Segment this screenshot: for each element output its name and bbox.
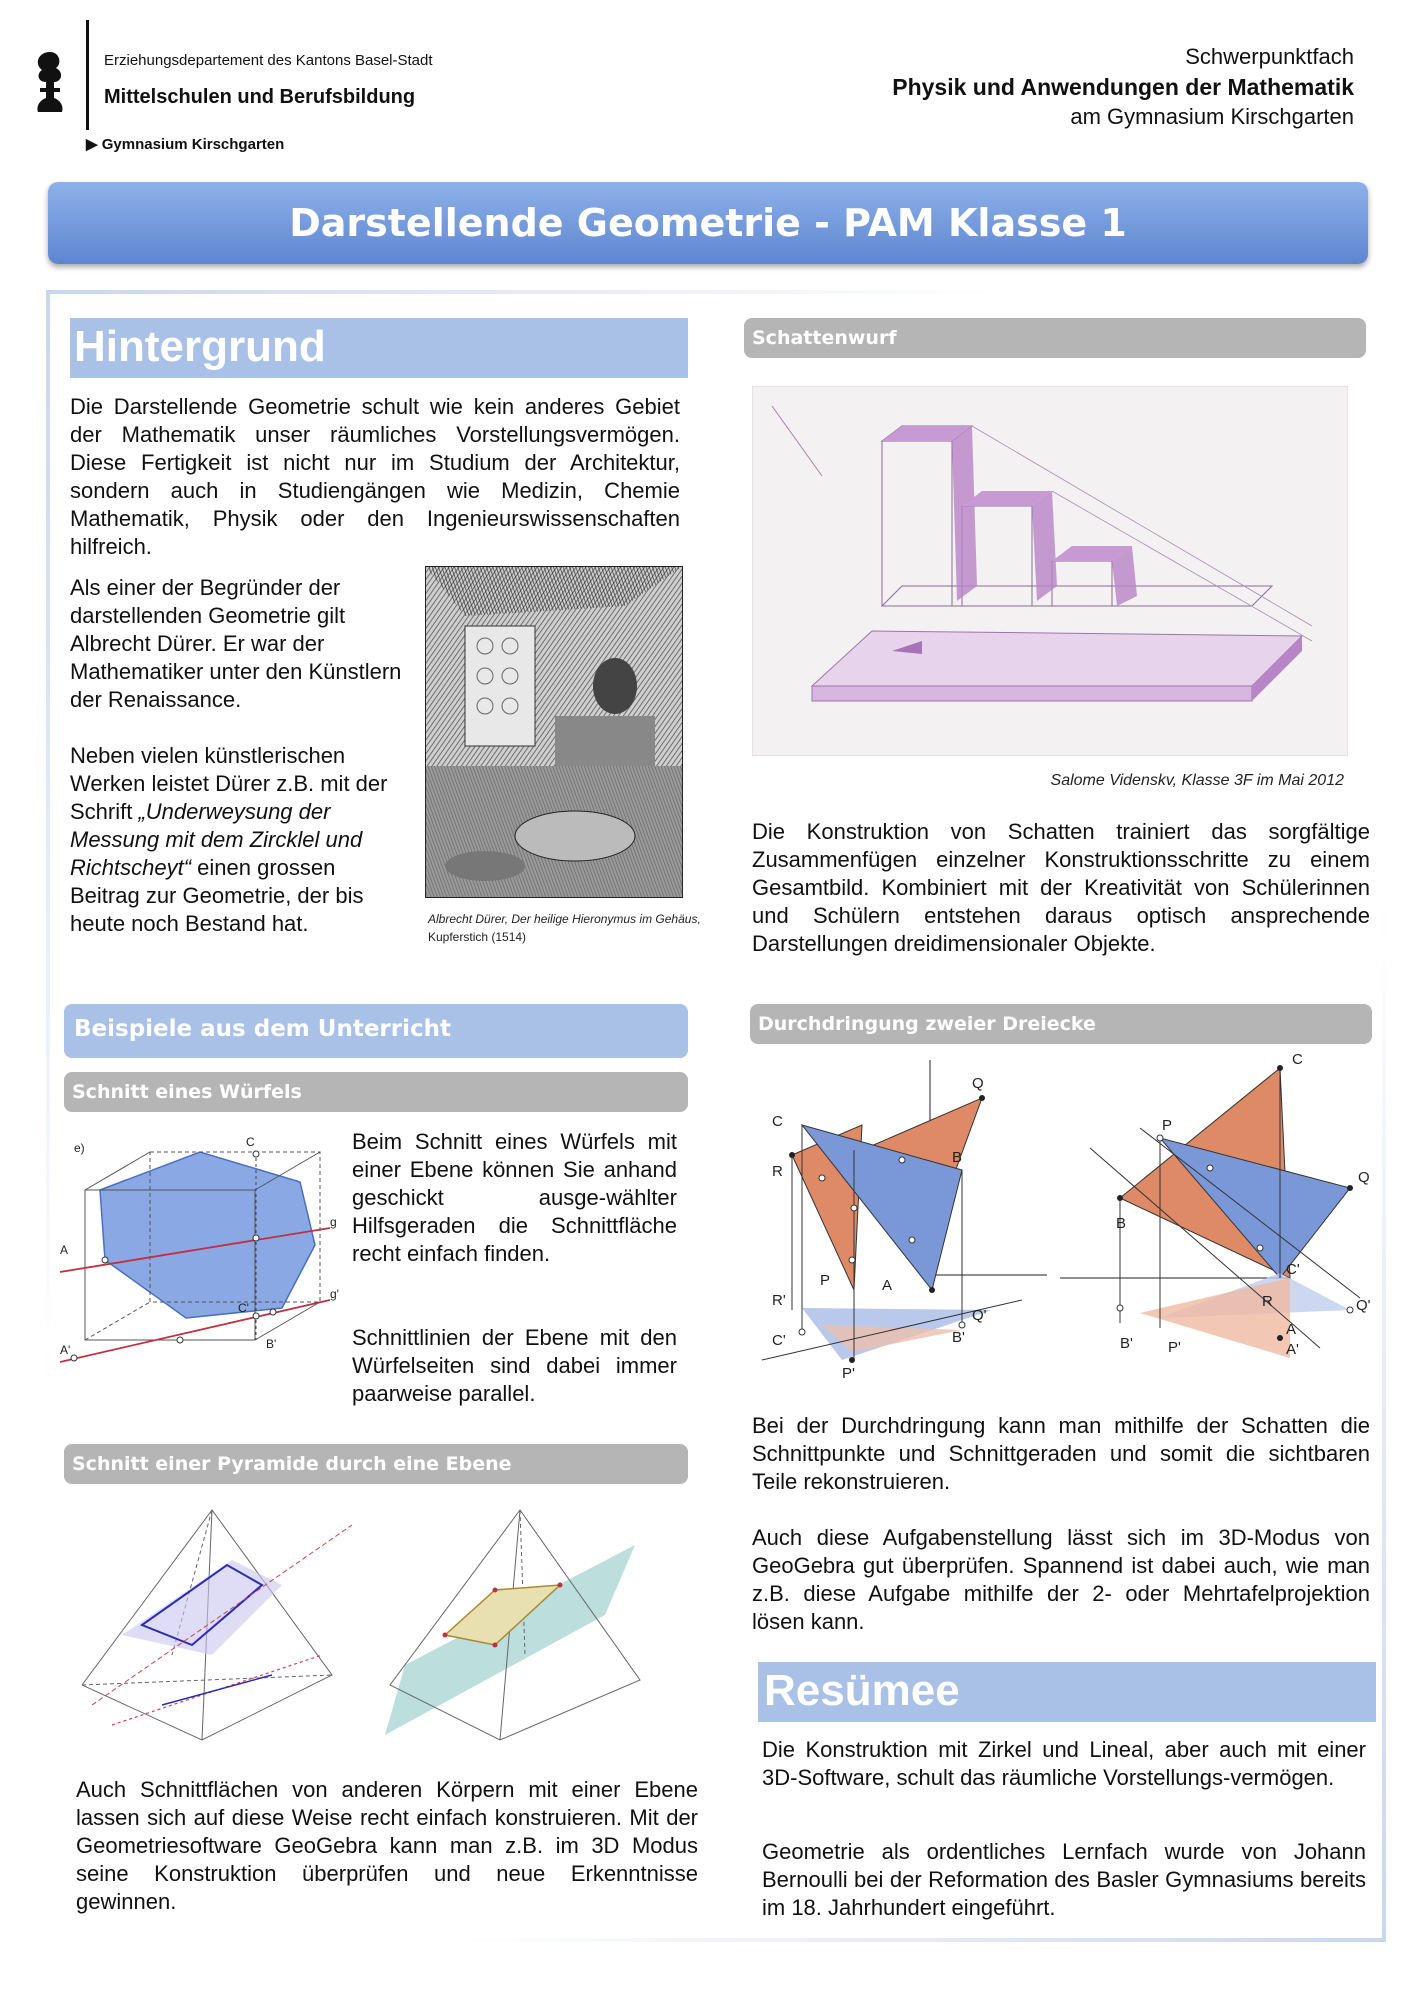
- resuemee-para-2: Geometrie als ordentliches Lernfach wurde von Johann Bernoulli bei der Reformation des Basler Gymnasiums bereits im 18. Jahrhundert eingeführt.: [762, 1839, 1366, 1920]
- triangle-right-icon: ▶: [86, 136, 98, 153]
- fig1-label-b-prime: B': [952, 1329, 965, 1346]
- cube-label-c: C: [246, 1135, 255, 1149]
- fig1-label-r-prime: R': [772, 1292, 786, 1309]
- frame-line-right: [1382, 900, 1386, 1940]
- resuemee-para-1: Die Konstruktion mit Zirkel und Lineal, aber auch mit einer 3D-Software, schult das räumliche Vorstellungs-vermögen.: [762, 1737, 1366, 1790]
- durchdringung-para-1: Bei der Durchdringung kann man mithilfe der Schatten die Schnittpunkte und Schnittgeraden und somit die sichtbaren Teile rekonstruieren.: [752, 1413, 1370, 1494]
- beispiele-header: [64, 1004, 688, 1058]
- fig1-label-a: A: [882, 1277, 893, 1294]
- fig2-label-c-prime: C': [1286, 1261, 1300, 1278]
- fig2-label-p: P: [1162, 1117, 1173, 1134]
- frame-line-bottom: [460, 1938, 1386, 1942]
- fig2-label-q: Q: [1358, 1169, 1370, 1186]
- fig1-label-p: P: [820, 1272, 831, 1289]
- division-text: Mittelschulen und Berufsbildung: [104, 86, 416, 108]
- cube-label-g: g: [330, 1215, 337, 1229]
- fig1-label-b: B: [952, 1149, 963, 1166]
- duerer-caption-line-1: Albrecht Dürer, Der heilige Hieronymus im Gehäus,: [428, 912, 701, 926]
- cube-label-g-prime: g': [330, 1287, 339, 1301]
- triangle-intersection-figure-2: [1060, 1048, 1380, 1378]
- hintergrund-para-1: Die Darstellende Geometrie schult wie kein anderes Gebiet der Mathematik unser räumliches Vorstellungsvermögen. Diese Fertigkeit ist nicht nur im Studium der Architektur, sondern auch in Studiengängen wie Medizin, Chemie Mathematik, Physik oder den Ingenieurswissenschaften hilfreich.: [70, 394, 680, 559]
- duerer-engraving-image: [425, 566, 683, 898]
- cube-section-figure: [60, 1130, 350, 1370]
- cube-label-a: A: [60, 1243, 69, 1257]
- wuerfel-title: Schnitt eines Würfels: [72, 1081, 302, 1103]
- fig2-label-b-prime: B': [1120, 1335, 1133, 1352]
- title-banner: [48, 182, 1368, 264]
- logo: [28, 48, 72, 118]
- pyramide-header: [64, 1444, 688, 1484]
- frame-line-left: [46, 290, 50, 1390]
- hintergrund-para-2: Als einer der Begründer der darstellenden Geometrie gilt Albrecht Dürer. Er war der Mathematiker unter den Künstlern der Renaissance.: [70, 575, 402, 712]
- fig2-label-c: C: [1292, 1051, 1303, 1068]
- fig2-label-a: A: [1286, 1321, 1297, 1338]
- fig1-label-c-prime: C': [772, 1332, 786, 1349]
- resuemee-title: Resümee: [764, 1666, 960, 1715]
- cube-label-b-prime: B': [266, 1337, 277, 1351]
- hintergrund-title: Hintergrund: [74, 322, 326, 371]
- duerer-caption: [428, 910, 701, 946]
- pyramide-title: Schnitt einer Pyramide durch eine Ebene: [72, 1453, 512, 1475]
- hintergrund-para-3: [70, 742, 410, 938]
- frame-line-top: [46, 290, 996, 294]
- cube-label-a-prime: A': [60, 1343, 71, 1357]
- fig2-label-b: B: [1116, 1215, 1127, 1232]
- hintergrund-title-box: [70, 318, 688, 378]
- wuerfel-para-1: Beim Schnitt eines Würfels mit einer Ebene können Sie anhand geschickt ausge-wählter Hilfsgeraden die Schnittfläche recht einfach finden.: [352, 1129, 677, 1266]
- school-text: Gymnasium Kirschgarten: [101, 136, 285, 153]
- header-divider: [86, 20, 89, 130]
- hintergrund-para-3-post: einen grossen Beitrag zur Geometrie, der bis heute noch Bestand hat.: [70, 855, 364, 936]
- fig1-label-c: C: [772, 1113, 783, 1130]
- wuerfel-para-2: Schnittlinien der Ebene mit den Würfelseiten sind dabei immer paarweise parallel.: [352, 1325, 677, 1406]
- schattenwurf-para: Die Konstruktion von Schatten trainiert das sorgfältige Zusammenfügen einzelner Konstruktionsschritte zu einem Gesamtbild. Kombiniert mit der Kreativität von Schülerinnen und Schülern entstehen daraus optisch ansprechende Darstellungen dreidimensionaler Objekte.: [752, 819, 1370, 956]
- duerer-caption-line-2: Kupferstich (1514): [428, 930, 527, 944]
- department-text: Erziehungsdepartement des Kantons Basel-Stadt: [104, 52, 433, 69]
- subject-line-1: Schwerpunktfach: [1185, 44, 1354, 69]
- fig2-label-r: R: [1262, 1293, 1273, 1310]
- hintergrund-para-3-pre: Neben vielen künstlerischen Werken leistet Dürer z.B. mit der Schrift: [70, 743, 388, 824]
- cube-label-e: e): [74, 1141, 85, 1155]
- durchdringung-title: Durchdringung zweier Dreiecke: [758, 1013, 1096, 1035]
- cube-label-c-prime: C': [238, 1301, 249, 1315]
- resuemee-title-box: [758, 1662, 1376, 1722]
- basel-staff-icon: [28, 48, 72, 118]
- hintergrund-para-3-title: „Underweysung der Messung mit dem Zircklel und Richtscheyt“: [70, 799, 363, 880]
- fig1-label-r: R: [772, 1163, 783, 1180]
- shadow-drawing-image: [752, 386, 1348, 756]
- schattenwurf-title: Schattenwurf: [752, 327, 897, 349]
- fig1-label-p-prime: P': [842, 1365, 855, 1380]
- schattenwurf-header: [744, 318, 1366, 358]
- beispiele-title: Beispiele aus dem Unterricht: [74, 1016, 451, 1042]
- pyramid-section-figure-1: [82, 1505, 352, 1745]
- subject-line-3: am Gymnasium Kirschgarten: [1070, 104, 1354, 129]
- subject-line-2: Physik und Anwendungen der Mathematik: [892, 74, 1354, 100]
- fig2-label-q-prime: Q': [1356, 1297, 1371, 1314]
- durchdringung-header: [750, 1004, 1372, 1044]
- page-title: Darstellende Geometrie - PAM Klasse 1: [289, 201, 1127, 245]
- pyramid-section-figure-2: [385, 1505, 655, 1745]
- wuerfel-header: [64, 1072, 688, 1112]
- fig2-label-p-prime: P': [1168, 1339, 1181, 1356]
- schattenwurf-caption: Salome Videnskv, Klasse 3F im Mai 2012: [1050, 772, 1344, 789]
- fig1-label-q: Q: [972, 1075, 984, 1092]
- school-link[interactable]: [86, 135, 284, 153]
- fig2-label-a-prime: A': [1286, 1341, 1299, 1358]
- pyramide-para: Auch Schnittflächen von anderen Körpern mit einer Ebene lassen sich auf diese Weise recht einfach konstruieren. Mit der Geometriesoftware GeoGebra kann man z.B. im 3D Modus seine Konstruktion überprüfen und neue Erkenntnisse gewinnen.: [76, 1777, 698, 1914]
- fig1-label-q-prime: Q': [972, 1307, 987, 1324]
- durchdringung-para-2: Auch diese Aufgabenstellung lässt sich im 3D-Modus von GeoGebra gut überprüfen. Spannend ist dabei auch, wie man z.B. diese Aufgabe mithilfe der 2- oder Mehrtafelprojektion lösen kann.: [752, 1525, 1370, 1634]
- triangle-intersection-figure-1: [762, 1060, 1052, 1380]
- subject-heading: [892, 42, 1354, 132]
